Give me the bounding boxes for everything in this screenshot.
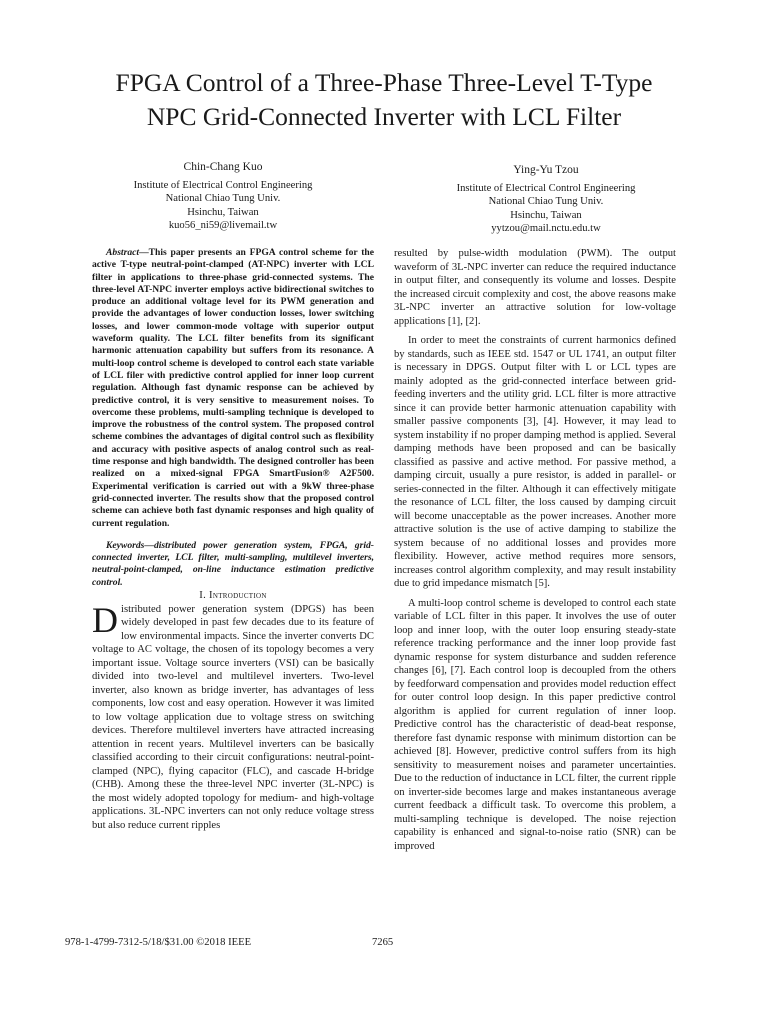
title-line-1: FPGA Control of a Three-Phase Three-Level T-Type: [115, 68, 653, 97]
section-heading-introduction: I. Introduction: [199, 590, 267, 602]
author-city: Hsinchu, Taiwan: [187, 206, 259, 218]
author-email: kuo56_ni59@livemail.tw: [168, 220, 278, 231]
author-name: Chin-Chang Kuo: [183, 161, 263, 173]
footer-page-number: 7265: [372, 937, 394, 948]
author-city: Hsinchu, Taiwan: [510, 209, 582, 221]
abstract-lead: Abstract: [106, 247, 140, 258]
author-name: Ying-Yu Tzou: [513, 164, 579, 176]
right-paragraph-3: A multi-loop control scheme is developed to control each state variable of LCL filter in this paper. It involves the use of outer loop and inner loop, with the outer loop ensuring steady-state reference tracking performance and the inner loop provide fast dynamic response for system disturbance and sudden reference changes [6], [7]. Each control loop is decoupled from the others by feedforward compensation and provides model reduction effect for outer control loop design. In this paper predictive control algorithm is applied for current regulation of inner loop. Predictive control has the characteristic of dead-beat response, therefore fast dynamic response with minimum distortion can be achieved [8]. However, predictive control suffers from its high sensitivity to measurement noises and parameter uncertainties. Due to the reduction of inductance in LCL filter, the current ripple on inverter-side becomes large and makes instantaneous average current feedback a difficult task. To overcome this problem, a multi-sampling technique is developed. The noise rejection capability is enhanced and signal-to-noise ratio (SNR) can be improved: [394, 597, 676, 852]
footer-isbn: 978-1-4799-7312-5/18/$31.00 ©2018 IEEE: [65, 937, 252, 948]
author-univ: National Chiao Tung Univ.: [165, 193, 281, 204]
author-block-2: [386, 164, 706, 236]
intro-paragraph-1-text: istributed power generation system (DPGS) has been widely developed in past few decades due to its feature of low environmental impacts. Since the inverter converts DC voltage to AC voltage, the chosen of its topology becomes a very important issue. Voltage source inverters (VSI) can be basically divided into two-level and multilevel inverters. Two-level inverter, also known as bridge inverter, has advantages of less components, low cost and easy operation. However it was limited to low voltage application due to voltage stress on switching devices. Therefore multilevel inverters have attracted increasing attention in recent years. Multilevel inverters can be basically classified according to their circuit configurations: neutral-point-clamped (NPC), flying capacitor (FLC), and cascade H-bridge (CHB). Among these the three-level NPC inverter (3L-NPC) is the most widely adopted topology for medium- and high-voltage applications. 3L-NPC inverters can not only reduce voltage stress but also reduce current ripples: [92, 603, 374, 831]
abstract: [92, 247, 374, 530]
author-dept: Institute of Electrical Control Engineering: [133, 179, 313, 191]
paper-title: [40, 66, 728, 134]
right-column: [394, 247, 676, 853]
left-column: [92, 247, 374, 832]
right-paragraph-2: In order to meet the constraints of current harmonics defined by standards, such as IEEE std. 1547 or UL 1741, an output filter is necessary in DPGS. Output filter with L or LCL types are mainly adopted as the grid-connected interface between grid-feeding inverters and the utility grid. LCL filter is more attractive since it can provide better harmonic attenuation capability with smaller passive components [3], [4]. However, it may lead to system instability if no proper damping method is applied. Several damping methods have been proposed and can be basically classified as passive and active method. For passive method, a damping circuit, usually a pure resistor, is added in parallel- or series-connected in the filter. Although it can effectively mitigate the resonance of LCL filter, the loss caused by damping circuit will become unacceptable as the power increases. Another more attractive solution is the use of active damping to stabilize the system because of no additional losses and provides more flexibility. However, active method requires more sensors, increases control algorithm complexity, and may result instability due to grid impedance mismatch [5].: [394, 335, 676, 589]
author-univ: National Chiao Tung Univ.: [488, 196, 604, 207]
title-line-2: NPC Grid-Connected Inverter with LCL Filter: [146, 102, 622, 131]
intro-paragraph-1: [92, 599, 374, 833]
abstract-text: —This paper presents an FPGA control scheme for the active T-type neutral-point-clamped (AT-NPC) inverter with LCL filter in applications to three-phase grid-connected systems. The three-level AT-NPC inverter employs active bidirectional switches to produce an additional voltage level for its PWM generation and provide the advantages of lower conduction losses, lower switching losses, and lower common-mode voltage with superior output waveform quality. The LCL filter benefits from its significant harmonic attenuation capability but suffers from its resonance. A multi-loop control scheme is developed to control each state variable of LCL filer with predictive control applied for inner loop current regulation. Although fast dynamic response can be achieved by predictive control, it is very sensitive to measurement noises. To overcome these problems, multi-sampling technique is developed to improve the robustness of the control system. The proposed control scheme combines the advantages of digital control such as flexibility and accuracy with positive aspects of analog control such as real-time response and high bandwidth. The designed controller has been realized on a mixed-signal FPGA SmartFusion® A2F500. Experimental verification is carried out with a 9kW three-phase grid-connected inverter. The results show that the proposed control scheme can achieve both fast dynamic responses and high quality of current regulation.: [92, 247, 374, 529]
keywords: Keywords—distributed power generation system, FPGA, grid-connected inverter, LCL filter, multi-sampling, multilevel inverters, neutral-point-clamped, on-line inductance estimation predictive control.: [92, 539, 374, 588]
author-dept: Institute of Electrical Control Engineering: [456, 182, 636, 194]
right-paragraph-1: resulted by pulse-width modulation (PWM). The output waveform of 3L-NPC inverter can reduce the required inductance in output filter, and consequently its volume and losses. Despite the increased circuit complexity and cost, the above reasons make 3L-NPC inverter an attractive solution for low-voltage applications [1], [2].: [394, 248, 676, 327]
drop-cap: D: [92, 599, 118, 640]
author-email: yytzou@mail.nctu.edu.tw: [491, 223, 601, 234]
author-block-1: [63, 161, 383, 233]
